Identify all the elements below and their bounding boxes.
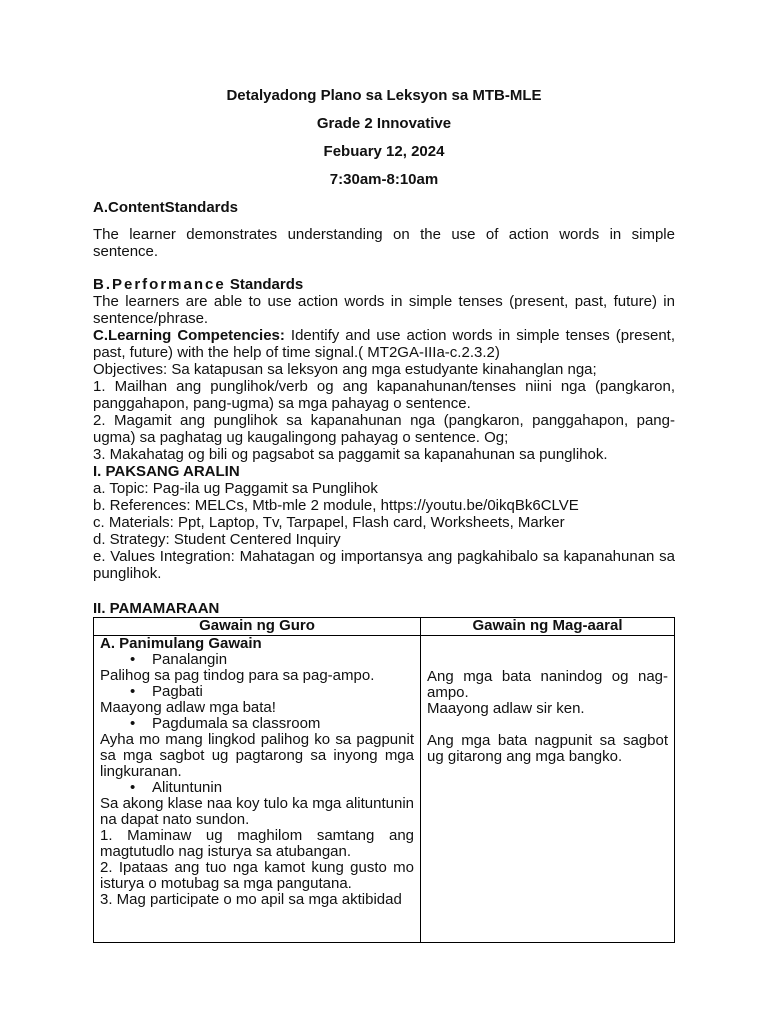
doc-grade: Grade 2 Innovative <box>316 115 452 132</box>
rule-item: 2. Ipataas ang tuo nga kamot kung gusto mo isturya o motubag sa mga pangutana. <box>100 859 414 892</box>
teacher-cell <box>94 636 421 943</box>
learning-competencies-text: Identify and use action words in simple tenses (present, past, future) with the help of time signal.( MT2GA-IIIa-c.2.3.2) <box>93 327 675 361</box>
student-cell <box>421 636 675 943</box>
table-header-row <box>94 618 675 636</box>
student-line: Ang mga bata nanindog og nag-ampo. <box>427 668 668 701</box>
paksang-item: b. References: MELCs, Mtb-mle 2 module, https://youtu.be/0ikqBk6CLVE <box>93 497 579 514</box>
content-standards-heading: A.ContentStandards <box>93 199 239 216</box>
activities-table <box>93 617 675 943</box>
learning-competencies-heading: C.Learning Competencies: <box>93 327 285 344</box>
paksang-item: d. Strategy: Student Centered Inquiry <box>93 531 341 548</box>
doc-time: 7:30am-8:10am <box>329 171 439 188</box>
paksang-item: a. Topic: Pag-ila ug Paggamit sa Punglihok <box>93 480 378 497</box>
teacher-line: Maayong adlaw mga bata! <box>100 699 276 716</box>
teacher-line: Ayha mo mang lingkod palihog ko sa pagpunit sa mga sagbot ug pagtarong sa inyong mga lingkuranan. <box>100 731 414 780</box>
bullet-item: • Pagbati <box>100 684 414 700</box>
table-row <box>94 636 675 943</box>
paksang-item: c. Materials: Ppt, Laptop, Tv, Tarpapel, Flash card, Worksheets, Marker <box>93 514 565 531</box>
performance-heading-rest: Standards <box>225 276 304 293</box>
paksang-item: e. Values Integration: Mahatagan og importansya ang pagkahibalo sa kapanahunan sa punglihok. <box>93 548 675 582</box>
performance-standards-heading <box>93 276 675 293</box>
bullet-item: • Panalangin <box>100 652 414 668</box>
doc-date: Febuary 12, 2024 <box>323 143 445 160</box>
objective-item: 2. Magamit ang punglihok sa kapanahunan nga (pangkaron, panggahapon, pang-ugma) sa paghatag ug kaugalingong pahayag o sentence. Og; <box>93 412 675 446</box>
performance-standards-text: The learners are able to use action words in simple tenses (present, past, future) in sentence/phrase. <box>93 293 675 327</box>
section-heading: A. Panimulang Gawain <box>100 635 262 652</box>
rule-item: 1. Maminaw ug maghilom samtang ang magtutudlo nag isturya sa atubangan. <box>100 827 414 860</box>
objective-item: 1. Mailhan ang punglihok/verb og ang kapanahunan/tenses niini nga (pangkaron, panggahapon, pang-ugma) sa mga pahayag o sentence. <box>93 378 675 412</box>
bullet-item: • Pagdumala sa classroom <box>100 716 414 732</box>
student-line: Ang mga bata nagpunit sa sagbot ug gitarong ang mga bangko. <box>427 732 668 765</box>
paksang-aralin-heading: I. PAKSANG ARALIN <box>93 463 240 480</box>
objective-item: 3. Makahatag og bili og pagsabot sa paggamit sa kapanahunan sa punglihok. <box>93 446 608 463</box>
pamamaraan-heading: II. PAMAMARAAN <box>93 600 220 617</box>
rule-item: 3. Mag participate o mo apil sa mga aktibidad <box>100 891 402 908</box>
objectives-intro: Objectives: Sa katapusan sa leksyon ang mga estudyante kinahanglan nga; <box>93 361 597 378</box>
bullet-item: • Alituntunin <box>100 780 414 796</box>
header-student: Gawain ng Mag-aaral <box>421 618 675 636</box>
lesson-plan <box>93 87 675 943</box>
learning-competencies <box>93 327 675 361</box>
content-standards-text: The learner demonstrates understanding on the use of action words in simple sentence. <box>93 226 675 260</box>
performance-heading-spaced: B.Performance <box>93 276 226 293</box>
header-teacher: Gawain ng Guro <box>94 618 421 636</box>
teacher-line: Sa akong klase naa koy tulo ka mga alituntunin na dapat nato sundon. <box>100 795 414 828</box>
student-line: Maayong adlaw sir ken. <box>427 700 585 717</box>
doc-title: Detalyadong Plano sa Leksyon sa MTB-MLE <box>226 87 542 104</box>
teacher-line: Palihog sa pag tindog para sa pag-ampo. <box>100 667 375 684</box>
